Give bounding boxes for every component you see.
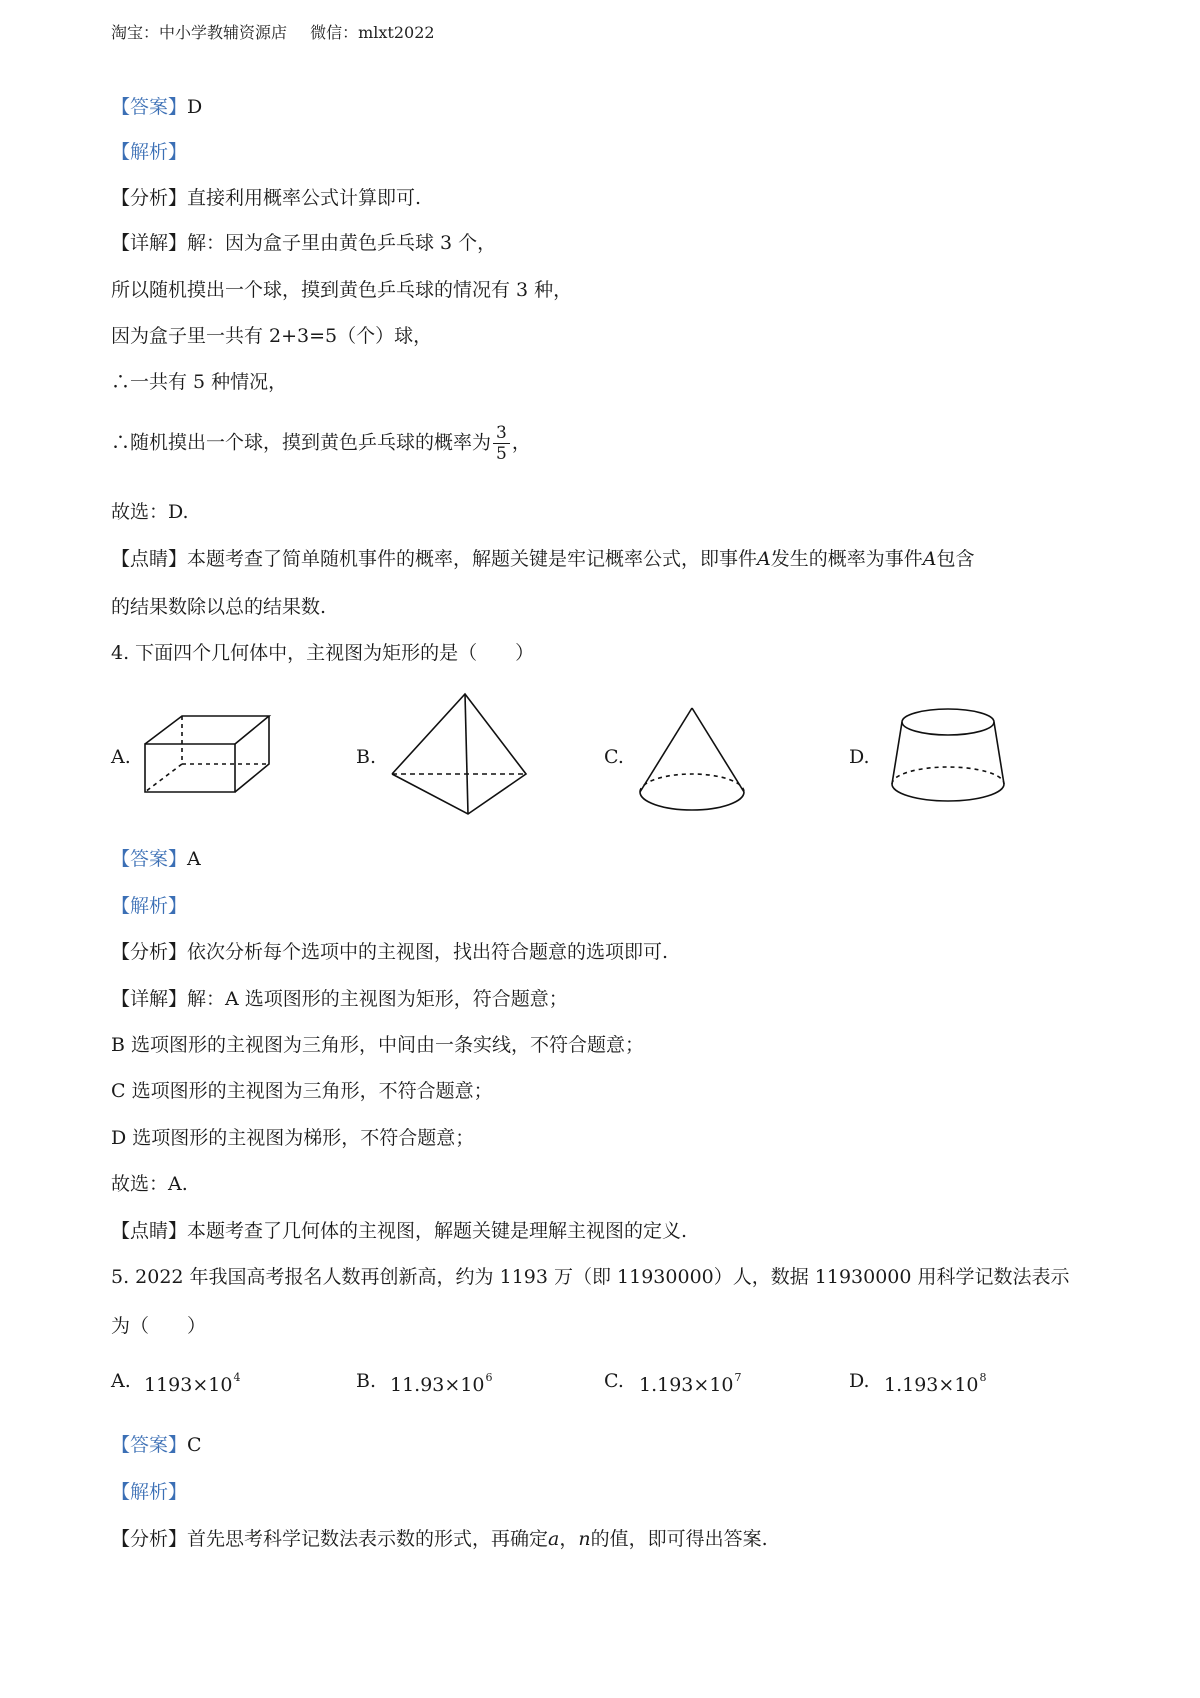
cuboid-figure xyxy=(145,716,275,796)
fraction-numerator: 3 xyxy=(493,423,510,444)
probability-comma: ， xyxy=(511,431,531,454)
q3-xiangjie xyxy=(111,230,496,256)
pyramid-figure xyxy=(392,694,526,818)
option-b-exponent: 6 xyxy=(485,1371,493,1384)
q3-line-4: ∴一共有 5 种情况， xyxy=(111,371,288,393)
fenxi-tag: 【分析】 xyxy=(111,941,188,963)
answer-tag: 【答案】 xyxy=(111,96,188,118)
option-a-exponent: 4 xyxy=(233,1371,241,1384)
fraction-denominator: 5 xyxy=(496,444,507,464)
q4-answer xyxy=(111,846,201,872)
dianjing-text-b: 发生的概率为事件 xyxy=(770,548,923,570)
q3-line-6: 故选：D. xyxy=(111,501,189,523)
answer-tag: 【答案】 xyxy=(111,1434,188,1456)
q4-line-2: B 选项图形的主视图为三角形，中间由一条实线，不符合题意； xyxy=(111,1034,645,1056)
answer-value: C xyxy=(187,1434,202,1456)
q5-analysis-tag: 【解析】 xyxy=(111,1481,188,1503)
q4-question: 4. 下面四个几何体中，主视图为矩形的是（ ） xyxy=(111,642,535,664)
q3-dianjing-line-2: 的结果数除以总的结果数. xyxy=(111,596,327,618)
q3-line-3: 因为盒子里一共有 2+3=5（个）球， xyxy=(111,325,433,347)
q4-line-4: D 选项图形的主视图为梯形，不符合题意； xyxy=(111,1127,475,1149)
q5-option-a-value xyxy=(144,1371,240,1396)
answer-value: A xyxy=(187,848,201,870)
q3-dianjing xyxy=(111,546,975,572)
dianjing-text-a: 本题考查了简单随机事件的概率，解题关键是牢记概率公式，即事件 xyxy=(187,548,758,570)
cone-figure xyxy=(636,708,748,814)
answer-tag: 【答案】 xyxy=(111,848,188,870)
q5-option-a-label: A. xyxy=(111,1370,131,1392)
q4-fenxi xyxy=(111,939,668,965)
xiangjie-tag: 【详解】 xyxy=(111,232,188,254)
page-header xyxy=(111,20,435,43)
q4-xiangjie xyxy=(111,986,568,1012)
q5-fenxi xyxy=(111,1526,768,1552)
xiangjie-text: 解：A 选项图形的主视图为矩形，符合题意； xyxy=(187,988,568,1010)
wechat-id: 微信：mlxt2022 xyxy=(310,23,435,42)
q3-line-5 xyxy=(111,423,531,464)
q3-answer xyxy=(111,94,202,120)
q4-line-3: C 选项图形的主视图为三角形，不符合题意； xyxy=(111,1080,493,1102)
q5-option-c-value xyxy=(639,1371,742,1396)
option-a-base: 1193×10 xyxy=(144,1374,233,1396)
frustum-figure xyxy=(888,706,1008,808)
option-b-base: 11.93×10 xyxy=(390,1374,485,1396)
var-n: n xyxy=(578,1528,591,1550)
dianjing-text-c: 包含 xyxy=(936,548,975,570)
q5-question-line-2: 为（ ） xyxy=(111,1315,207,1337)
option-c-base: 1.193×10 xyxy=(639,1374,734,1396)
q5-option-d-value xyxy=(884,1371,987,1396)
event-var-a1: A xyxy=(757,548,771,570)
xiangjie-text: 解：因为盒子里由黄色乒乓球 3 个， xyxy=(187,232,497,254)
q5-option-c-label: C. xyxy=(604,1370,624,1392)
q4-line-5: 故选：A. xyxy=(111,1173,188,1195)
var-a: a xyxy=(548,1528,560,1550)
q3-fenxi xyxy=(111,185,421,211)
fenxi-sep: ， xyxy=(559,1528,579,1550)
q3-analysis-tag: 【解析】 xyxy=(111,141,188,163)
fenxi-tag: 【分析】 xyxy=(111,1528,188,1550)
option-d-exponent: 8 xyxy=(979,1371,987,1384)
answer-value: D xyxy=(187,96,203,118)
fenxi-text: 直接利用概率公式计算即可. xyxy=(187,187,422,209)
q4-analysis-tag: 【解析】 xyxy=(111,895,188,917)
dianjing-text: 本题考查了几何体的主视图，解题关键是理解主视图的定义. xyxy=(187,1220,688,1242)
dianjing-tag: 【点睛】 xyxy=(111,1220,188,1242)
fenxi-tag: 【分析】 xyxy=(111,187,188,209)
q5-question-line-1: 5. 2022 年我国高考报名人数再创新高，约为 1193 万（即 11930000）人，数据 11930000 用科学记数法表示 xyxy=(111,1266,1070,1288)
q4-option-b-label: B. xyxy=(356,746,377,768)
fenxi-text: 依次分析每个选项中的主视图，找出符合题意的选项即可. xyxy=(187,941,669,963)
q3-line-2: 所以随机摸出一个球，摸到黄色乒乓球的情况有 3 种， xyxy=(111,279,573,301)
xiangjie-tag: 【详解】 xyxy=(111,988,188,1010)
q4-dianjing xyxy=(111,1218,687,1244)
fraction xyxy=(493,423,510,464)
q4-option-d-label: D. xyxy=(849,746,870,768)
event-var-a2: A xyxy=(922,548,937,570)
q5-option-d-label: D. xyxy=(849,1370,870,1392)
probability-text: ∴随机摸出一个球，摸到黄色乒乓球的概率为 xyxy=(111,431,492,454)
q5-option-b-value xyxy=(390,1371,493,1396)
q5-option-b-label: B. xyxy=(356,1370,377,1392)
q4-option-c-label: C. xyxy=(604,746,624,768)
option-c-exponent: 7 xyxy=(734,1371,742,1384)
fenxi-text-a: 首先思考科学记数法表示数的形式，再确定 xyxy=(187,1528,549,1550)
store-name: 淘宝：中小学教辅资源店 xyxy=(111,23,288,42)
q4-option-a-label: A. xyxy=(111,746,131,768)
option-d-base: 1.193×10 xyxy=(884,1374,979,1396)
q5-answer xyxy=(111,1432,202,1458)
fenxi-text-b: 的值，即可得出答案. xyxy=(590,1528,768,1550)
dianjing-tag: 【点睛】 xyxy=(111,548,188,570)
